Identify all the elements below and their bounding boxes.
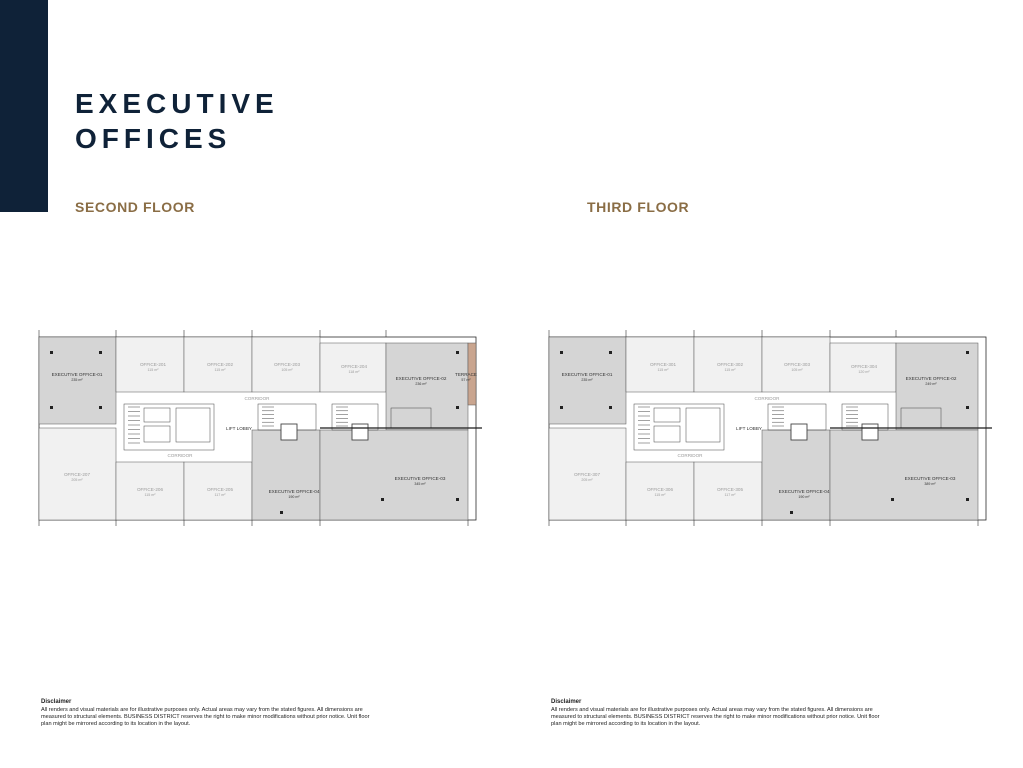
unit-name: CORRIDOR bbox=[167, 453, 193, 458]
unit-name: OFFICE-304 bbox=[850, 364, 878, 369]
unit-name: OFFICE-302 bbox=[716, 362, 744, 367]
unit-1 bbox=[39, 337, 116, 424]
page-title-line1: EXECUTIVE bbox=[75, 88, 279, 119]
unit-area: 57 m² bbox=[461, 378, 471, 382]
disclaimer-third-floor bbox=[551, 699, 881, 728]
unit-15 bbox=[320, 430, 468, 520]
unit-name: OFFICE-303 bbox=[783, 362, 811, 367]
unit-6 bbox=[896, 343, 978, 430]
unit-area: 115 m² bbox=[657, 368, 669, 372]
unit-13 bbox=[184, 462, 252, 520]
third-floor-plan bbox=[546, 318, 993, 533]
unit-name: EXECUTIVE OFFICE-03 bbox=[394, 476, 446, 481]
unit-name: TERRACE bbox=[455, 372, 477, 377]
unit-11 bbox=[39, 428, 116, 520]
unit-2 bbox=[116, 337, 184, 392]
unit-area: 115 m² bbox=[144, 493, 156, 497]
unit-5 bbox=[320, 343, 386, 392]
unit-area: 115 m² bbox=[147, 368, 159, 372]
unit-name: OFFICE-307 bbox=[573, 472, 601, 477]
third-floor-title: THIRD FLOOR bbox=[587, 199, 690, 215]
unit-area: 389 m² bbox=[924, 482, 936, 486]
unit-name: LIFT LOBBY bbox=[736, 426, 762, 431]
unit-14 bbox=[252, 430, 320, 520]
unit-name: OFFICE-203 bbox=[273, 362, 301, 367]
disclaimer-text: All renders and visual materials are for illustrative purposes only. Actual areas may vary from the stated figures. All dimensions are measured to structural elements. BUSINESS DISTRICT reserves the right to make minor modifications without prior notice. Unit floor plan might be mirrored according to its location in the layout. bbox=[41, 707, 370, 727]
floor-plan-drawing bbox=[546, 318, 993, 533]
unit-area: 118 m² bbox=[348, 370, 360, 374]
unit-name: OFFICE-207 bbox=[63, 472, 91, 477]
unit-area: 105 m² bbox=[281, 368, 293, 372]
unit-name: CORRIDOR bbox=[754, 396, 780, 401]
unit-area: 120 m² bbox=[858, 370, 870, 374]
unit-area: 190 m² bbox=[288, 495, 300, 499]
unit-1 bbox=[549, 337, 626, 424]
page-title bbox=[75, 86, 279, 156]
unit-4 bbox=[252, 337, 320, 392]
unit-area: 117 m² bbox=[214, 493, 226, 497]
unit-name: OFFICE-306 bbox=[646, 487, 674, 492]
unit-area: 105 m² bbox=[791, 368, 803, 372]
unit-area: 190 m² bbox=[798, 495, 810, 499]
unit-area: 115 m² bbox=[214, 368, 226, 372]
unit-area: 236 m² bbox=[415, 382, 427, 386]
unit-name: OFFICE-201 bbox=[139, 362, 167, 367]
unit-name: EXECUTIVE OFFICE-02 bbox=[905, 376, 957, 381]
unit-area: 235 m² bbox=[581, 378, 593, 382]
disclaimer-title: Disclaimer bbox=[551, 699, 582, 705]
unit-12 bbox=[116, 462, 184, 520]
unit-name: OFFICE-206 bbox=[136, 487, 164, 492]
unit-name: CORRIDOR bbox=[677, 453, 703, 458]
unit-name: EXECUTIVE OFFICE-01 bbox=[51, 372, 103, 377]
disclaimer-text: All renders and visual materials are for illustrative purposes only. Actual areas may vary from the stated figures. All dimensions are measured to structural elements. BUSINESS DISTRICT reserves the right to make minor modifications without prior notice. Unit floor plan might be mirrored according to its location in the layout. bbox=[551, 707, 880, 727]
unit-6 bbox=[386, 343, 468, 430]
unit-name: CORRIDOR bbox=[244, 396, 270, 401]
unit-area: 205 m² bbox=[71, 478, 83, 482]
unit-name: OFFICE-205 bbox=[206, 487, 234, 492]
unit-12 bbox=[626, 462, 694, 520]
second-floor-title: SECOND FLOOR bbox=[75, 199, 195, 215]
unit-name: OFFICE-202 bbox=[206, 362, 234, 367]
accent-bar bbox=[0, 0, 48, 212]
disclaimer-title: Disclaimer bbox=[41, 699, 72, 705]
unit-name: EXECUTIVE OFFICE-03 bbox=[904, 476, 956, 481]
page-title-line2: OFFICES bbox=[75, 123, 232, 154]
unit-4 bbox=[762, 337, 830, 392]
unit-area: 117 m² bbox=[724, 493, 736, 497]
unit-name: LIFT LOBBY bbox=[226, 426, 252, 431]
unit-13 bbox=[694, 462, 762, 520]
unit-3 bbox=[694, 337, 762, 392]
unit-11 bbox=[549, 428, 626, 520]
unit-14 bbox=[762, 430, 830, 520]
unit-name: EXECUTIVE OFFICE-04 bbox=[268, 489, 320, 494]
disclaimer-second-floor bbox=[41, 699, 371, 728]
unit-2 bbox=[626, 337, 694, 392]
unit-area: 249 m² bbox=[925, 382, 937, 386]
unit-name: EXECUTIVE OFFICE-02 bbox=[395, 376, 447, 381]
unit-15 bbox=[830, 430, 978, 520]
unit-area: 205 m² bbox=[581, 478, 593, 482]
unit-name: OFFICE-305 bbox=[716, 487, 744, 492]
unit-3 bbox=[184, 337, 252, 392]
unit-5 bbox=[830, 343, 896, 392]
unit-area: 115 m² bbox=[724, 368, 736, 372]
unit-area: 235 m² bbox=[71, 378, 83, 382]
unit-name: EXECUTIVE OFFICE-01 bbox=[561, 372, 613, 377]
unit-name: EXECUTIVE OFFICE-04 bbox=[778, 489, 830, 494]
second-floor-plan bbox=[36, 318, 483, 533]
unit-name: OFFICE-204 bbox=[340, 364, 368, 369]
unit-name: OFFICE-301 bbox=[649, 362, 677, 367]
unit-area: 345 m² bbox=[414, 482, 426, 486]
floor-plan-drawing bbox=[36, 318, 483, 533]
unit-area: 115 m² bbox=[654, 493, 666, 497]
